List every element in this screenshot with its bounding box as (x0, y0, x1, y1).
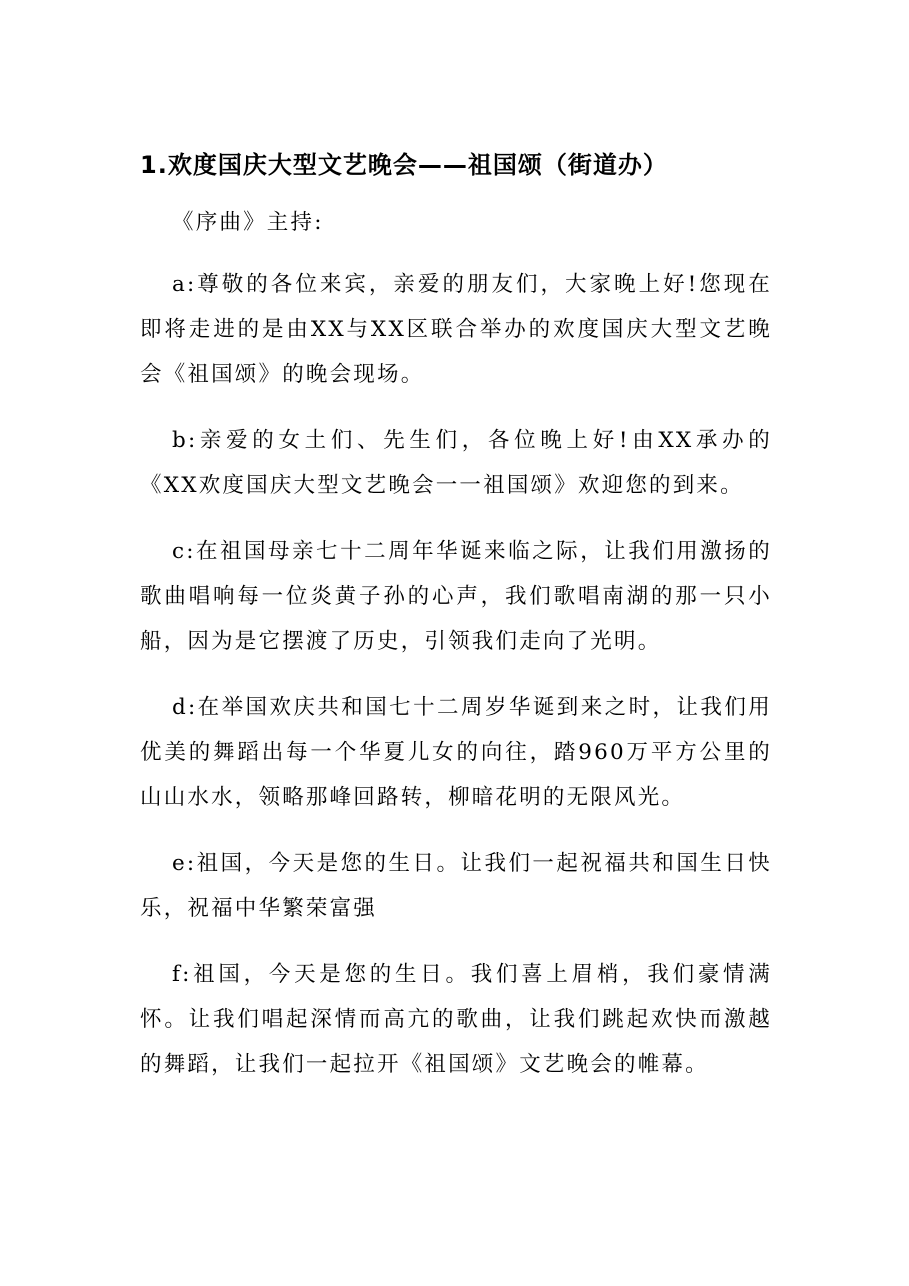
document-body (140, 200, 772, 1108)
paragraph-c: c:在祖国母亲七十二周年华诞来临之际，让我们用激扬的歌曲唱响每一位炎黄子孙的心声，我们歌唱南湖的那一只小船，因为是它摆渡了历史，引领我们走向了光明。 (140, 539, 772, 654)
paragraph-b: b:亲爱的女土们、先生们，各位晚上好!由XX承办的《XX欢度国庆大型文艺晚会一一祖国颂》欢迎您的到来。 (140, 428, 772, 498)
paragraph-d: d:在举国欢庆共和国七十二周岁华诞到来之时，让我们用优美的舞蹈出每一个华夏儿女的向往，踏960万平方公里的山山水水，领略那峰回路转，柳暗花明的无限风光。 (140, 695, 772, 810)
paragraph-intro: 《序曲》主持: (172, 210, 324, 235)
paragraph-f: f:祖国，今天是您的生日。我们喜上眉梢，我们豪情满怀。让我们唱起深情而高亢的歌曲，让我们跳起欢快而激越的舞蹈，让我们一起拉开《祖国颂》文艺晚会的帷幕。 (140, 962, 772, 1077)
paragraph-e: e:祖国，今天是您的生日。让我们一起祝福共和国生日快乐，祝福中华繁荣富强 (140, 851, 772, 921)
paragraph-a: a:尊敬的各位来宾，亲爱的朋友们，大家晚上好!您现在即将走进的是由XX与XX区联合举办的欢度国庆大型文艺晚会《祖国颂》的晚会现场。 (140, 272, 772, 387)
document-title: 1.欢度国庆大型文艺晚会——祖国颂（街道办） (140, 151, 668, 179)
